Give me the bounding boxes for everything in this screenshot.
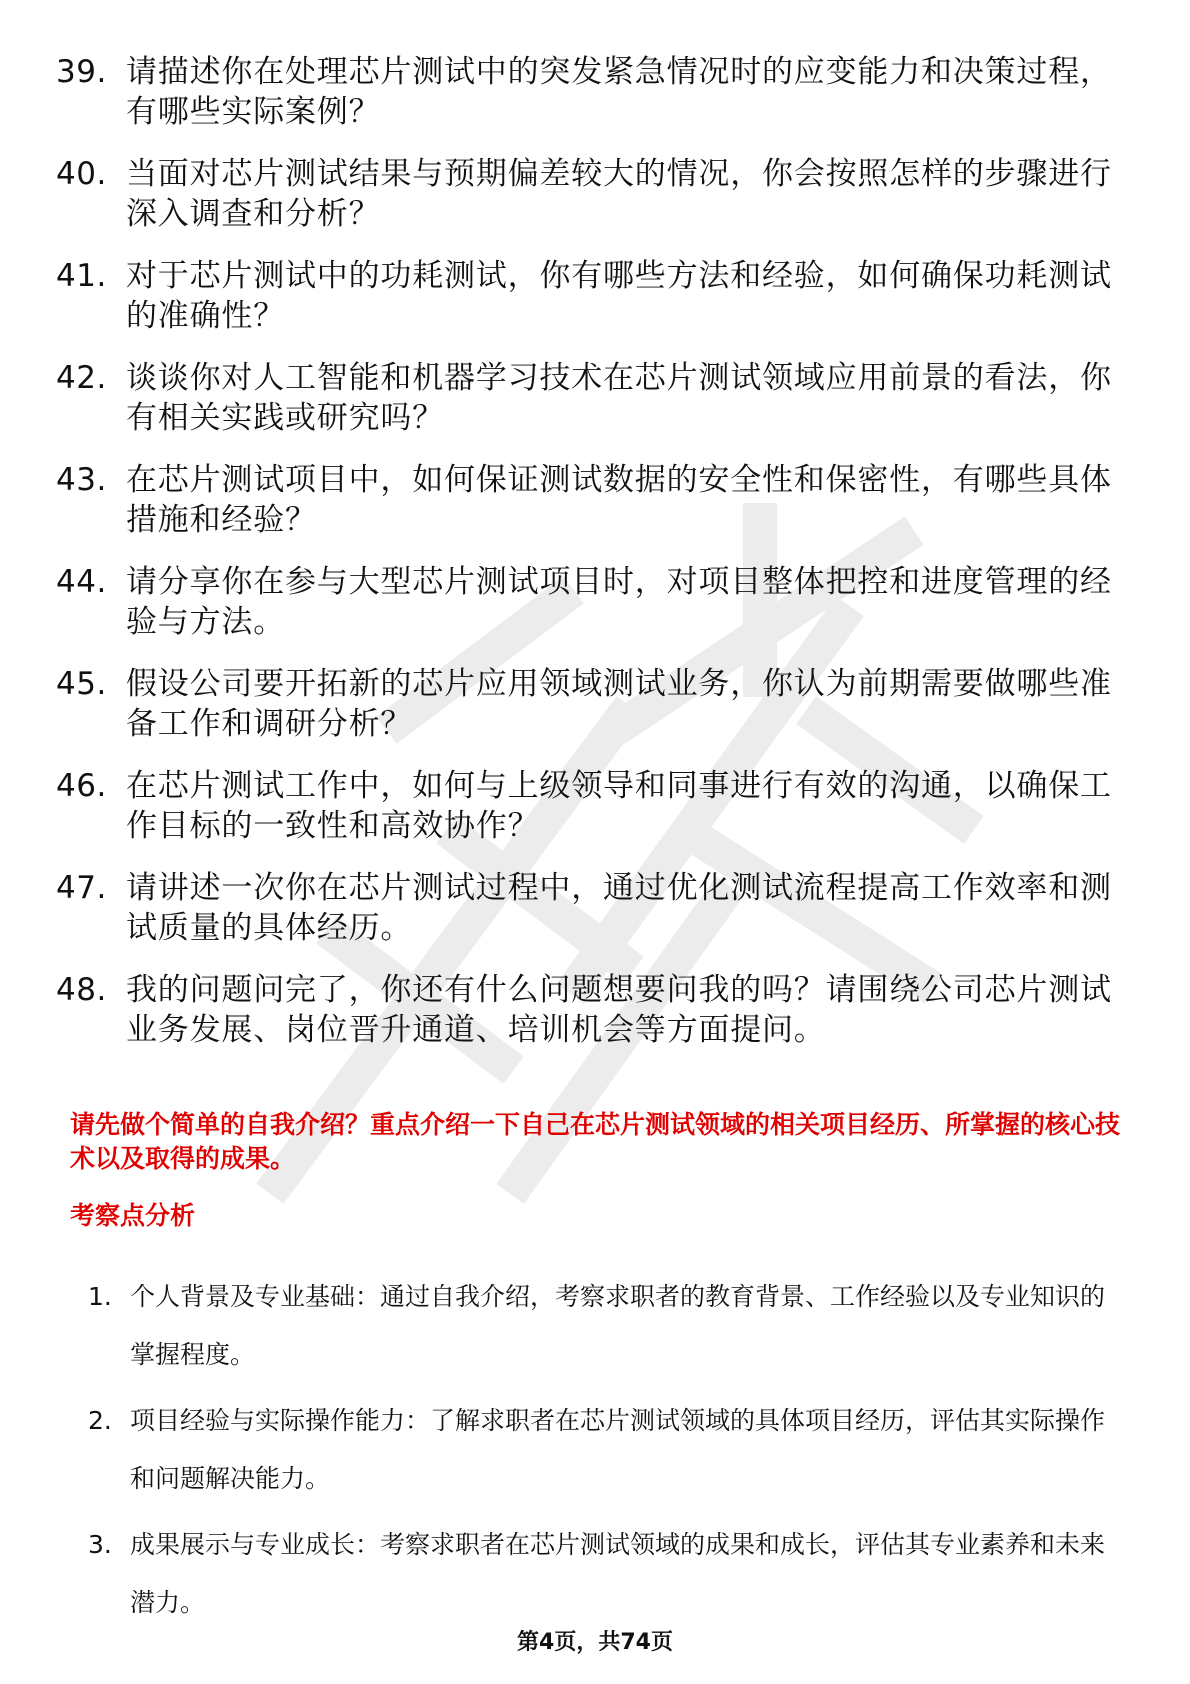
highlight-question: 请先做个简单的自我介绍？重点介绍一下自己在芯片测试领域的相关项目经历、所掌握的核心技术以及取得的成果。 [70, 1110, 1121, 1173]
analysis-item [84, 1392, 1134, 1508]
analysis-number: 3. [88, 1530, 112, 1559]
question-item [56, 52, 1136, 132]
question-item [56, 460, 1136, 540]
question-number: 47. [56, 870, 107, 906]
question-number: 43. [56, 462, 107, 498]
analysis-title: 考察点分析 [70, 1201, 196, 1230]
question-number: 45. [56, 666, 107, 702]
question-number: 48. [56, 972, 107, 1008]
analysis-list [84, 1268, 1134, 1640]
question-item [56, 868, 1136, 948]
question-text: 请讲述一次你在芯片测试过程中，通过优化测试流程提高工作效率和测试质量的具体经历。 [126, 870, 1112, 946]
question-number: 46. [56, 768, 107, 804]
question-number: 41. [56, 258, 107, 294]
analysis-number: 2. [88, 1406, 112, 1435]
analysis-item [84, 1516, 1134, 1632]
analysis-number: 1. [88, 1282, 112, 1311]
analysis-text: 成果展示与专业成长：考察求职者在芯片测试领域的成果和成长，评估其专业素养和未来潜力。 [130, 1530, 1106, 1617]
page-footer: 第4页，共74页 [517, 1630, 673, 1655]
question-list [56, 52, 1136, 1072]
question-text: 假设公司要开拓新的芯片应用领域测试业务，你认为前期需要做哪些准备工作和调研分析？ [126, 666, 1112, 742]
question-item [56, 358, 1136, 438]
question-text: 对于芯片测试中的功耗测试，你有哪些方法和经验，如何确保功耗测试的准确性？ [126, 258, 1112, 334]
question-item [56, 664, 1136, 744]
question-text: 当面对芯片测试结果与预期偏差较大的情况，你会按照怎样的步骤进行深入调查和分析？ [126, 156, 1112, 232]
question-number: 40. [56, 156, 107, 192]
question-number: 42. [56, 360, 107, 396]
question-number: 39. [56, 54, 107, 90]
question-item [56, 256, 1136, 336]
question-item [56, 562, 1136, 642]
question-item [56, 766, 1136, 846]
question-item [56, 154, 1136, 234]
question-text: 我的问题问完了，你还有什么问题想要问我的吗？请围绕公司芯片测试业务发展、岗位晋升通道、培训机会等方面提问。 [126, 972, 1112, 1048]
analysis-text: 项目经验与实际操作能力：了解求职者在芯片测试领域的具体项目经历，评估其实际操作和问题解决能力。 [130, 1406, 1106, 1493]
question-text: 请分享你在参与大型芯片测试项目时，对项目整体把控和进度管理的经验与方法。 [126, 564, 1112, 640]
analysis-text: 个人背景及专业基础：通过自我介绍，考察求职者的教育背景、工作经验以及专业知识的掌握程度。 [130, 1282, 1106, 1369]
question-text: 谈谈你对人工智能和机器学习技术在芯片测试领域应用前景的看法，你有相关实践或研究吗？ [126, 360, 1112, 436]
question-text: 在芯片测试项目中，如何保证测试数据的安全性和保密性，有哪些具体措施和经验？ [126, 462, 1112, 538]
question-text: 在芯片测试工作中，如何与上级领导和同事进行有效的沟通，以确保工作目标的一致性和高效协作？ [126, 768, 1112, 844]
question-text: 请描述你在处理芯片测试中的突发紧急情况时的应变能力和决策过程，有哪些实际案例？ [126, 54, 1112, 130]
analysis-item [84, 1268, 1134, 1384]
question-item [56, 970, 1136, 1050]
question-number: 44. [56, 564, 107, 600]
